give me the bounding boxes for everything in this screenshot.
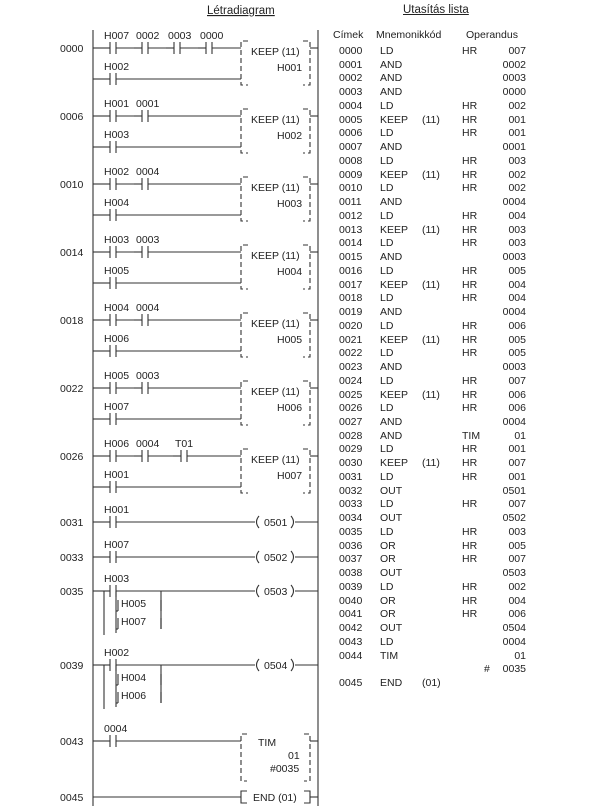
row-operand: 0003 — [502, 361, 526, 374]
keep-relay-label: KEEP (11) — [251, 46, 300, 58]
row-operand: 001 — [508, 443, 526, 456]
row-address: 0002 — [339, 72, 363, 85]
row-mnemonic: AND — [380, 86, 403, 99]
row-operand: 005 — [508, 264, 526, 277]
output-coil-label: 0501 — [264, 517, 288, 529]
row-address: 0018 — [339, 292, 363, 305]
row-operand: 007 — [508, 553, 526, 566]
row-operand: 007 — [508, 498, 526, 511]
row-mnemonic: AND — [380, 361, 403, 374]
row-address: 0035 — [339, 525, 363, 538]
row-address: 0017 — [339, 278, 363, 291]
row-operand: 006 — [508, 402, 526, 415]
row-mnemonic: KEEP — [380, 113, 409, 126]
row-address: 0010 — [339, 182, 363, 195]
row-operand: 0503 — [502, 567, 526, 580]
keep-relay-address: H004 — [277, 266, 303, 278]
reset-contact-label: H003 — [104, 129, 130, 141]
keep-relay-address: H002 — [277, 130, 303, 142]
row-mnemonic: END — [380, 677, 403, 690]
row-mnemonic: LD — [380, 319, 394, 332]
or-branch-label: H006 — [121, 690, 147, 702]
instruction-list-title: Utasítás lista — [403, 4, 469, 16]
reset-contact-label: H005 — [104, 265, 130, 277]
row-operand: 001 — [508, 127, 526, 140]
row-prefix: HR — [462, 443, 478, 456]
row-operand: 01 — [514, 649, 526, 662]
row-address: 0009 — [339, 168, 363, 181]
row-address: 0028 — [339, 429, 363, 442]
row-mnemonic: OUT — [380, 567, 403, 580]
or-branch-label: H004 — [121, 672, 147, 684]
row-address: 0024 — [339, 374, 363, 387]
row-mnemonic: LD — [380, 498, 394, 511]
row-code: (11) — [422, 388, 440, 401]
row-operand: 0501 — [502, 484, 526, 497]
contact-label: H003 — [104, 234, 130, 246]
row-mnemonic: AND — [380, 58, 403, 71]
row-prefix: HR — [462, 127, 478, 140]
row-operand: 007 — [508, 374, 526, 387]
row-operand: 0004 — [502, 635, 526, 648]
row-mnemonic: KEEP — [380, 223, 409, 236]
row-mnemonic: LD — [380, 292, 394, 305]
row-code: (11) — [422, 278, 440, 291]
contact-label: H001 — [104, 504, 130, 516]
row-mnemonic: OR — [380, 608, 396, 621]
row-mnemonic: LD — [380, 154, 394, 167]
row-mnemonic: LD — [380, 635, 394, 648]
rung-address: 0045 — [60, 792, 84, 804]
row-mnemonic: KEEP — [380, 333, 409, 346]
row-operand: 003 — [508, 525, 526, 538]
row-mnemonic: AND — [380, 196, 403, 209]
row-address: 0020 — [339, 319, 363, 332]
keep-relay-label: KEEP (11) — [251, 114, 300, 126]
row-address: 0006 — [339, 127, 363, 140]
row-prefix: HR — [462, 333, 478, 346]
contact-label: 0003 — [136, 370, 160, 382]
row-operand: 006 — [508, 319, 526, 332]
row-operand: 0504 — [502, 622, 526, 635]
row-operand: 001 — [508, 113, 526, 126]
row-address: 0005 — [339, 113, 363, 126]
row-operand: 003 — [508, 237, 526, 250]
row-address: 0043 — [339, 635, 363, 648]
contact-label: 0000 — [200, 30, 224, 42]
contact-label: 0003 — [168, 30, 192, 42]
or-branch-label: H005 — [121, 598, 147, 610]
row-mnemonic: AND — [380, 141, 403, 154]
row-prefix: HR — [462, 99, 478, 112]
row-address: 0036 — [339, 539, 363, 552]
row-operand: 005 — [508, 539, 526, 552]
timer-preset: #0035 — [270, 763, 300, 775]
row-operand: 007 — [508, 457, 526, 470]
row-mnemonic: LD — [380, 237, 394, 250]
row-address: 0045 — [339, 677, 363, 690]
keep-relay-address: H005 — [277, 334, 303, 346]
row-address: 0001 — [339, 58, 363, 71]
rung-address: 0035 — [60, 586, 84, 598]
keep-relay-address: H007 — [277, 470, 303, 482]
row-mnemonic: LD — [380, 402, 394, 415]
row-prefix: HR — [462, 347, 478, 360]
reset-contact-label: H001 — [104, 469, 130, 481]
row-code: (01) — [422, 677, 441, 690]
row-mnemonic: OUT — [380, 484, 403, 497]
row-mnemonic: OR — [380, 539, 396, 552]
row-mnemonic: KEEP — [380, 457, 409, 470]
keep-relay-label: KEEP (11) — [251, 250, 300, 262]
row-address: 0029 — [339, 443, 363, 456]
contact-label: H005 — [104, 370, 130, 382]
row-prefix: HR — [462, 402, 478, 415]
row-prefix: HR — [462, 319, 478, 332]
row-prefix: HR — [462, 608, 478, 621]
row-code: (11) — [422, 223, 440, 236]
row-prefix: HR — [462, 292, 478, 305]
row-address: 0022 — [339, 347, 363, 360]
row-operand: 004 — [508, 278, 526, 291]
row-mnemonic: LD — [380, 45, 394, 57]
contact-label: H001 — [104, 98, 130, 110]
timer-number: 01 — [288, 750, 300, 762]
row-prefix: HR — [462, 182, 478, 195]
row-prefix: HR — [462, 553, 478, 566]
output-coil-label: 0503 — [264, 586, 288, 598]
row-operand: 005 — [508, 347, 526, 360]
row-mnemonic: AND — [380, 429, 403, 442]
row-prefix: HR — [462, 498, 478, 511]
contact-label: 0001 — [136, 98, 160, 110]
row-mnemonic: AND — [380, 415, 403, 428]
row-address: 0044 — [339, 649, 363, 662]
row-mnemonic: TIM — [380, 649, 399, 662]
row-code: (11) — [422, 168, 440, 181]
row-operand: 0000 — [502, 86, 526, 99]
row-mnemonic: LD — [380, 264, 394, 277]
end-instruction-label: END (01) — [253, 792, 297, 804]
row-mnemonic: LD — [380, 580, 394, 593]
row-prefix: HR — [462, 168, 478, 181]
row-operand: 004 — [508, 292, 526, 305]
keep-relay-address: H003 — [277, 198, 303, 210]
keep-relay-address: H001 — [277, 62, 303, 74]
reset-contact-label: H004 — [104, 197, 130, 209]
row-prefix: HR — [462, 113, 478, 126]
row-operand: 001 — [508, 470, 526, 483]
row-prefix: HR — [462, 580, 478, 593]
row-prefix: HR — [462, 457, 478, 470]
row-address: 0011 — [339, 196, 362, 209]
row-mnemonic: AND — [380, 72, 403, 85]
row-address: 0027 — [339, 415, 363, 428]
row-prefix: HR — [462, 154, 478, 167]
header-operand: Operandus — [466, 29, 518, 41]
row-prefix: HR — [462, 470, 478, 483]
ladder-title: Létradiagram — [207, 5, 275, 17]
contact-label: H002 — [104, 647, 130, 659]
row-prefix: TIM — [462, 429, 481, 442]
row-address: 0000 — [339, 45, 363, 57]
header-addresses: Címek — [333, 29, 364, 41]
reset-contact-label: H002 — [104, 61, 130, 73]
row-address: 0012 — [339, 209, 363, 222]
row-operand: 003 — [508, 154, 526, 167]
row-operand: 006 — [508, 388, 526, 401]
row-mnemonic: AND — [380, 251, 403, 264]
row-prefix: HR — [462, 209, 478, 222]
row-operand: 006 — [508, 608, 526, 621]
row-operand: 0001 — [502, 141, 526, 154]
row-mnemonic: OUT — [380, 622, 403, 635]
output-coil-label: 0504 — [264, 660, 288, 672]
row-prefix: HR — [462, 525, 478, 538]
row-prefix: HR — [462, 278, 478, 291]
row-address: 0031 — [339, 470, 363, 483]
row-mnemonic: KEEP — [380, 388, 409, 401]
contact-label: H007 — [104, 30, 130, 42]
contact-label: 0003 — [136, 234, 160, 246]
row-operand: 0004 — [502, 415, 526, 428]
row-mnemonic: KEEP — [380, 278, 409, 291]
keep-relay-address: H006 — [277, 402, 303, 414]
row-address: 0019 — [339, 306, 363, 319]
row-prefix: HR — [462, 539, 478, 552]
row-prefix: HR — [462, 264, 478, 277]
row-mnemonic: LD — [380, 374, 394, 387]
contact-label: 0002 — [136, 30, 160, 42]
contact-label: H007 — [104, 539, 130, 551]
rung-address: 0010 — [60, 179, 84, 191]
row-prefix: HR — [462, 223, 478, 236]
row-address: 0025 — [339, 388, 363, 401]
or-branch-label: H007 — [121, 616, 147, 628]
row-operand: 0035 — [502, 663, 526, 676]
row-code: (11) — [422, 113, 440, 126]
row-code: (11) — [422, 457, 440, 470]
contact-label: H002 — [104, 166, 130, 178]
row-operand: 005 — [508, 333, 526, 346]
row-mnemonic: LD — [380, 347, 394, 360]
row-address: 0038 — [339, 567, 363, 580]
row-address: 0023 — [339, 361, 363, 374]
row-operand: 0003 — [502, 72, 526, 85]
row-operand: 002 — [508, 168, 526, 181]
rung-address: 0039 — [60, 660, 84, 672]
row-mnemonic: LD — [380, 525, 394, 538]
row-address: 0037 — [339, 553, 363, 566]
row-address: 0003 — [339, 86, 363, 99]
row-operand: 002 — [508, 182, 526, 195]
row-address: 0014 — [339, 237, 363, 250]
row-mnemonic: KEEP — [380, 168, 409, 181]
row-operand: 004 — [508, 594, 526, 607]
row-address: 0015 — [339, 251, 363, 264]
row-operand: 0502 — [502, 512, 526, 525]
contact-label: H006 — [104, 438, 130, 450]
row-operand: 002 — [508, 99, 526, 112]
row-mnemonic: LD — [380, 443, 394, 456]
row-code: (11) — [422, 333, 440, 346]
row-prefix: # — [484, 663, 490, 676]
row-prefix: HR — [462, 237, 478, 250]
row-prefix: HR — [462, 374, 478, 387]
row-address: 0008 — [339, 154, 363, 167]
rung-address: 0014 — [60, 247, 84, 259]
row-prefix: HR — [462, 594, 478, 607]
row-operand: 0004 — [502, 196, 526, 209]
timer-label: TIM — [258, 737, 277, 749]
rung-address: 0006 — [60, 111, 84, 123]
row-address: 0026 — [339, 402, 363, 415]
contact-label: H004 — [104, 302, 130, 314]
row-mnemonic: OR — [380, 553, 396, 566]
rung-address: 0031 — [60, 517, 84, 529]
row-mnemonic: LD — [380, 209, 394, 222]
contact-label: 0004 — [104, 723, 128, 735]
row-operand: 0004 — [502, 306, 526, 319]
rung-address: 0022 — [60, 383, 84, 395]
header-mnemonic: Mnemonikkód — [376, 29, 442, 41]
row-address: 0034 — [339, 512, 363, 525]
row-address: 0042 — [339, 622, 363, 635]
keep-relay-label: KEEP (11) — [251, 454, 300, 466]
keep-relay-label: KEEP (11) — [251, 182, 300, 194]
row-mnemonic: OUT — [380, 512, 403, 525]
row-mnemonic: LD — [380, 182, 394, 195]
row-operand: 0002 — [502, 58, 526, 71]
row-address: 0041 — [339, 608, 363, 621]
row-mnemonic: LD — [380, 99, 394, 112]
row-mnemonic: LD — [380, 470, 394, 483]
row-prefix: HR — [462, 388, 478, 401]
row-address: 0007 — [339, 141, 363, 154]
row-operand: 01 — [514, 429, 526, 442]
row-operand: 007 — [508, 45, 526, 57]
contact-label: 0004 — [136, 438, 160, 450]
row-address: 0030 — [339, 457, 363, 470]
row-operand: 003 — [508, 223, 526, 236]
rung-address: 0043 — [60, 736, 84, 748]
contact-label: 0004 — [136, 166, 160, 178]
rung-address: 0018 — [60, 315, 84, 327]
rung-address: 0026 — [60, 451, 84, 463]
keep-relay-label: KEEP (11) — [251, 318, 300, 330]
row-address: 0039 — [339, 580, 363, 593]
reset-contact-label: H007 — [104, 401, 130, 413]
keep-relay-label: KEEP (11) — [251, 386, 300, 398]
rung-address: 0000 — [60, 43, 84, 55]
row-address: 0040 — [339, 594, 363, 607]
rung-address: 0033 — [60, 552, 84, 564]
row-mnemonic: AND — [380, 306, 403, 319]
contact-label: 0004 — [136, 302, 160, 314]
reset-contact-label: H006 — [104, 333, 130, 345]
output-coil-label: 0502 — [264, 552, 288, 564]
row-prefix: HR — [462, 45, 478, 57]
row-address: 0004 — [339, 99, 363, 112]
row-operand: 002 — [508, 580, 526, 593]
row-operand: 0003 — [502, 251, 526, 264]
contact-label: H003 — [104, 573, 130, 585]
row-address: 0013 — [339, 223, 363, 236]
row-address: 0032 — [339, 484, 363, 497]
row-address: 0021 — [339, 333, 363, 346]
row-address: 0033 — [339, 498, 363, 511]
row-mnemonic: OR — [380, 594, 396, 607]
row-address: 0016 — [339, 264, 363, 277]
row-operand: 004 — [508, 209, 526, 222]
row-mnemonic: LD — [380, 127, 394, 140]
contact-label: T01 — [175, 438, 194, 450]
